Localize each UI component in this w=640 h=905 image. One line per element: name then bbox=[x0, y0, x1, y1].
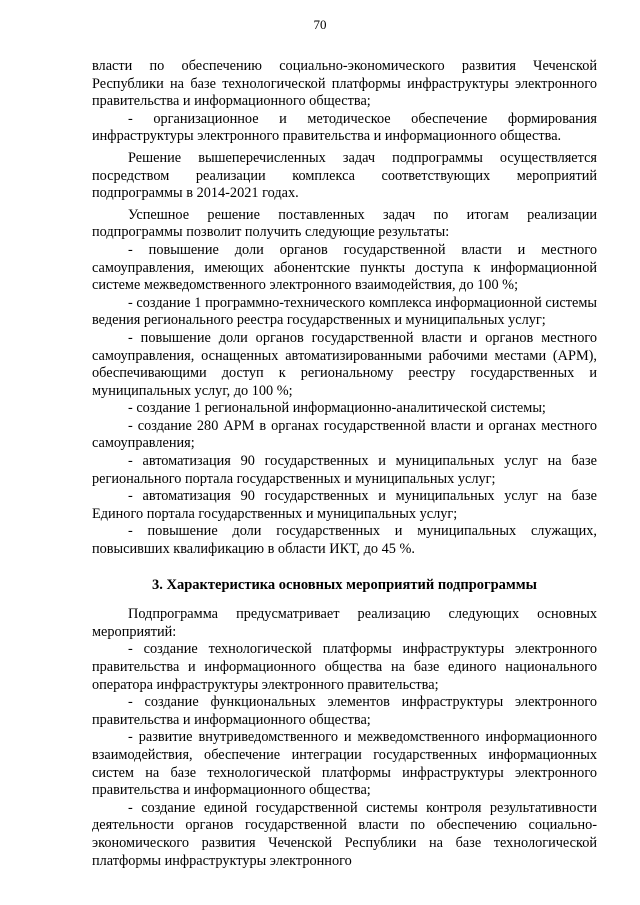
list-item: - создание 1 региональной информационно-аналитической системы; bbox=[128, 400, 546, 417]
list-item: - создание 280 АРМ в органах государственной власти и органах местного самоуправления; bbox=[92, 417, 597, 452]
list-item: - автоматизация 90 государственных и муниципальных услуг на базе Единого портала государственных и муниципальных услуг; bbox=[92, 488, 597, 522]
list-item: - автоматизация 90 государственных и муниципальных услуг на базе регионального портала государственных и муниципальных услуг; bbox=[92, 453, 597, 487]
section-heading: 3. Характеристика основных мероприятий подпрограммы bbox=[152, 576, 537, 593]
list-item: - создание единой государственной системы контроля результативности деятельности органов государственной власти по обеспечению социально-экономического развития Чеченской Республики на базе технологической платформы инфраструктуры электронного bbox=[92, 799, 597, 869]
list-item: - создание технологической платформы инфраструктуры электронного правительства и информационного общества на базе единого национального оператора инфраструктуры электронного правительства; bbox=[92, 641, 597, 693]
paragraph-continuation: власти по обеспечению социально-экономического развития Чеченской Республики на базе технологической платформы инфраструктуры электронного правительства и информационного общества; bbox=[92, 58, 597, 110]
paragraph: Решение вышеперечисленных задач подпрограммы осуществляется посредством реализации комплекса соответствующих мероприятий подпрограммы в 2014-2021 годах. bbox=[92, 149, 597, 202]
paragraph: Подпрограмма предусматривает реализацию следующих основных мероприятий: bbox=[92, 606, 597, 640]
page-number: 70 bbox=[313, 17, 327, 32]
list-item: - создание функциональных элементов инфраструктуры электронного правительства и информационного общества; bbox=[92, 694, 597, 728]
document-body bbox=[92, 58, 597, 870]
list-item: - повышение доли государственных и муниципальных служащих, повысивших квалификацию в области ИКТ, до 45 %. bbox=[92, 523, 597, 558]
list-item: - создание 1 программно-технического комплекса информационной системы ведения регионального реестра государственных и муниципальных услуг; bbox=[92, 294, 597, 329]
list-item: - повышение доли органов государственной власти и местного самоуправления, имеющих абонентские пункты доступа к информационной системе межведомственного электронного взаимодействия, до 100 %; bbox=[92, 241, 597, 294]
list-item: - развитие внутриведомственного и межведомственного информационного взаимодействия, обеспечение интеграции государственных информационных систем на базе технологической платформы инфраструктуры электронного правительства и информационного общества; bbox=[92, 729, 597, 799]
paragraph: Успешное решение поставленных задач по итогам реализации подпрограммы позволит получить следующие результаты: bbox=[92, 206, 597, 241]
list-item: - организационное и методическое обеспечение формирования инфраструктуры электронного правительства и информационного общества. bbox=[92, 110, 597, 145]
list-item: - повышение доли органов государственной власти и органов местного самоуправления, оснащенных автоматизированными рабочими местами (АРМ), обеспечивающими доступ к региональному реестру государственных и муниципальных услуг, до 100 %; bbox=[92, 329, 597, 399]
